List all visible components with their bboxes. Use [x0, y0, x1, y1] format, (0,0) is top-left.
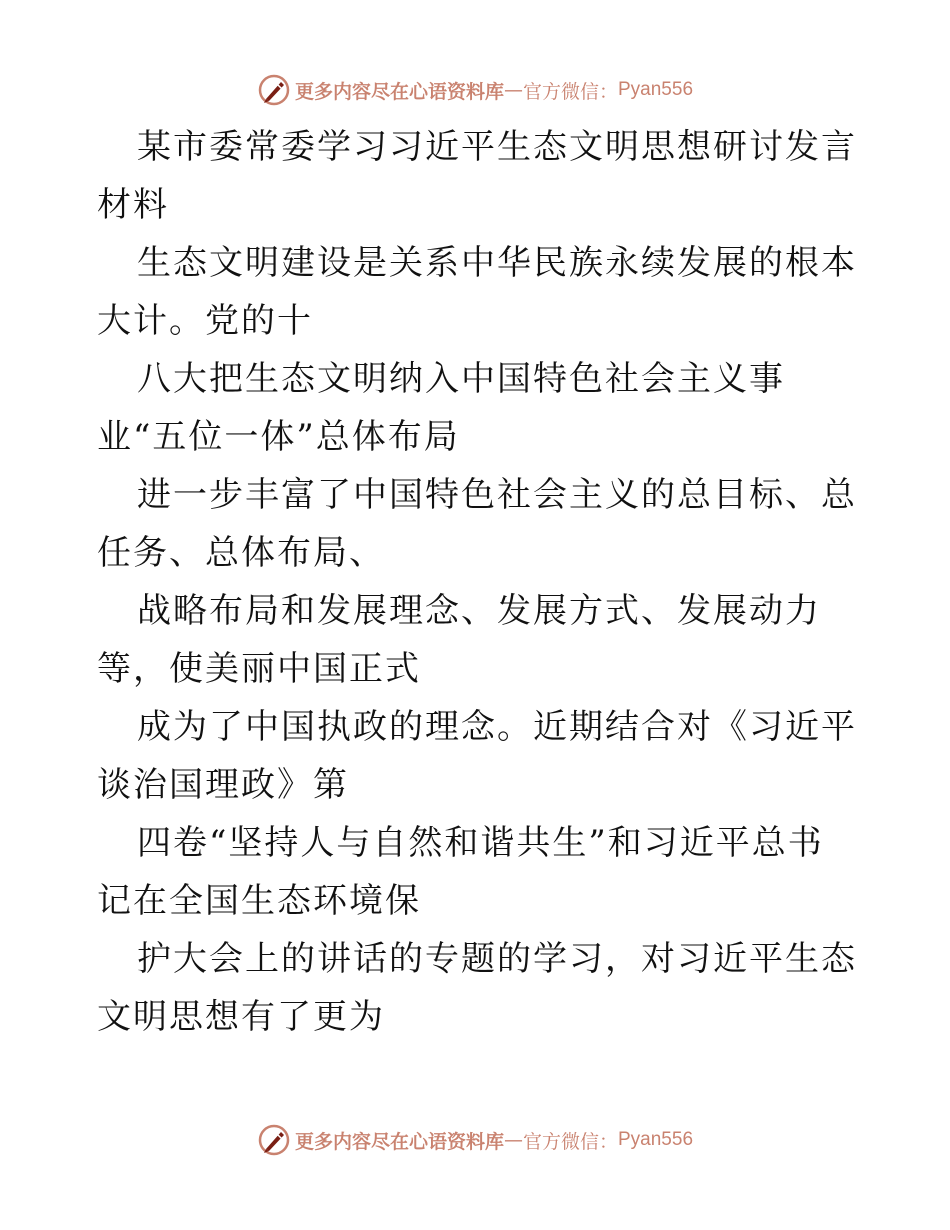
watermark-brand: 更多内容尽在心语资料库 — [294, 80, 504, 103]
document-title: 某市委常委学习习近平生态文明思想研讨发言材料 — [97, 127, 857, 225]
paragraph: 进一步丰富了中国特色社会主义的总目标、总任务、总体布局、 — [97, 475, 857, 573]
paragraph: 四卷“坚持人与自然和谐共生”和习近平总书记在全国生态环境保 — [97, 823, 824, 921]
quill-pen-icon — [257, 1123, 291, 1157]
watermark-contact-id: Pyan556 — [618, 1129, 694, 1150]
watermark-contact-label: 官方微信： — [522, 1130, 618, 1153]
watermark-contact-id: Pyan556 — [618, 79, 694, 100]
quill-pen-icon — [257, 73, 291, 107]
paragraph: 生态文明建设是关系中华民族永续发展的根本大计。党的十 — [97, 243, 857, 341]
document-body — [97, 118, 857, 1046]
watermark-contact-label: 官方微信： — [522, 80, 618, 103]
paragraph: 八大把生态文明纳入中国特色社会主义事业“五位一体”总体布局 — [97, 359, 785, 457]
paragraph: 成为了中国执政的理念。近期结合对《习近平谈治国理政》第 — [97, 707, 857, 805]
watermark-dash: — — [503, 79, 523, 101]
paragraph: 战略布局和发展理念、发展方式、发展动力等，使美丽中国正式 — [97, 591, 821, 689]
footer-watermark — [0, 1120, 950, 1160]
watermark-dash: — — [503, 1129, 523, 1151]
watermark-brand: 更多内容尽在心语资料库 — [294, 1130, 504, 1153]
paragraph: 护大会上的讲话的专题的学习，对习近平生态文明思想有了更为 — [97, 939, 857, 1037]
header-watermark — [0, 70, 950, 110]
